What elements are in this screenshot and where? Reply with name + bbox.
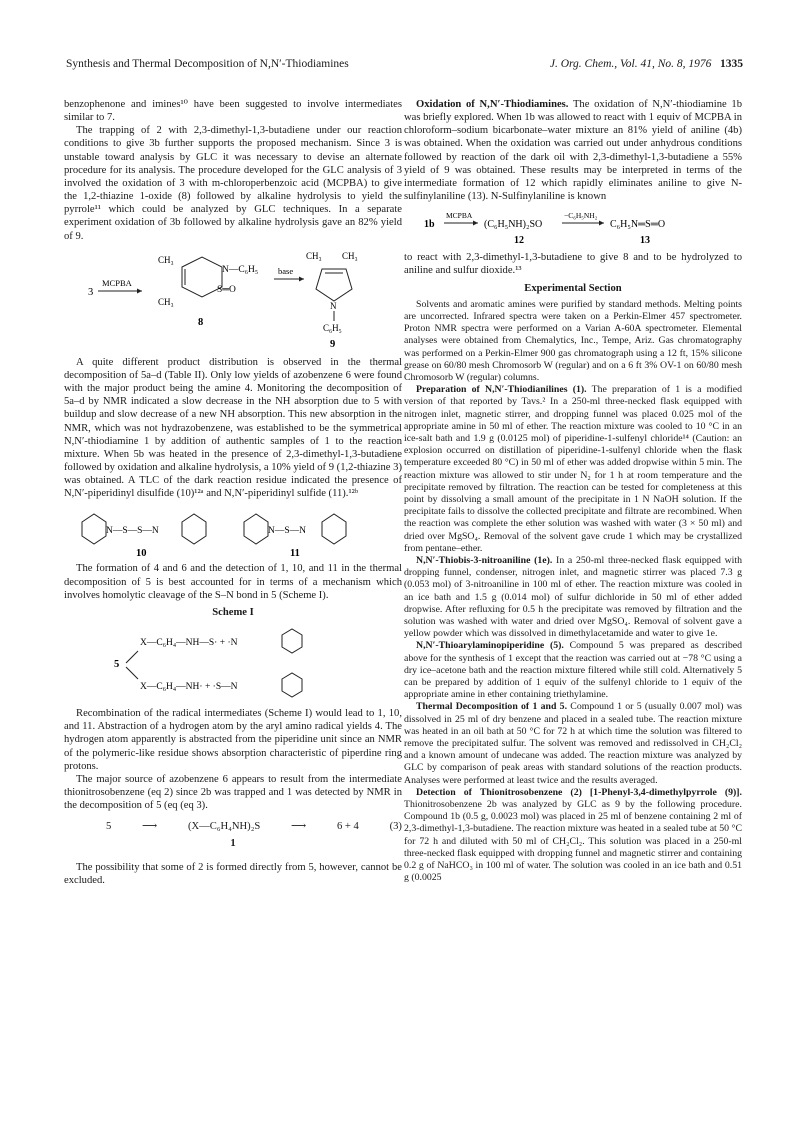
eq3-products: 6 + 4 (336, 821, 359, 833)
equation-3 (64, 820, 402, 833)
equation-number: (3) (389, 821, 402, 833)
left-column (64, 98, 402, 887)
n-phenyl-label: N—C₆H₅ (222, 264, 259, 275)
compound-number: 1 (230, 838, 236, 850)
methyl-label: CH₃ (158, 296, 174, 307)
phenyl-label: C₆H₅ (323, 322, 342, 333)
scheme-bottom-products: X—C₆H₄—NH· + ·S—N (140, 682, 238, 693)
paragraph: Thermal Decomposition of 1 and 5. Compound 1 or 5 (usually 0.007 mol) was dissolved in 25 ml of dry benzene and placed in a sealed tube. The reaction mixture was heated in an oil bath at 50 °C for 72 h at which time the solution was filtered to remove the precipitated sulfur. The solvent was removed and redissolved in CH₂Cl₂ and a known amount of undecane was added. The reaction mixture was analyzed by GLC by comparison of peak areas with standard solutions of the reaction products. Analyses were performed at least twice and the results averaged. (404, 701, 742, 786)
paragraph-heading: Detection of Thionitrosobenzene (2) [1-Phenyl-3,4-dimethylpyrrole (9)]. (416, 786, 742, 798)
methyl-label: CH₃ (342, 250, 358, 261)
paragraph: to react with 2,3-dimethyl-1,3-butadiene to give 8 and to be hydrolyzed to aniline and sulfur dioxide.¹³ (404, 252, 742, 277)
sulfoxide-label: S═O (217, 284, 236, 295)
paragraph-heading: Preparation of N,N′-Thiodianilines (1). (416, 384, 587, 396)
compound-number: 12 (514, 235, 524, 247)
paragraph: The trapping of 2 with 2,3-dimethyl-1,3-butadiene under our reaction conditions to give 3b further supports the proposed mechanism. Since 3 is unstable toward analysis by GLC it was necessary to devise an alternate procedure for its analysis. The procedure developed for the GLC analysis of 3 involved the oxidation of 3 with m-chloroperbenzoic acid (MCPBA) to give the 1,2-thiazine 1-oxide (8) followed by alkaline hydrolysis to yield the pyrrole¹¹ which could be analyzed by GLC techniques. In a separate experiment oxidation of 3b followed by alkaline hydrolysis gave an 82% yield of 9. (64, 125, 402, 242)
scheme-1 (64, 623, 402, 703)
paragraph: The formation of 4 and 6 and the detection of 1, 10, and 11 in the thermal decomposition of 5 is best accounted for in terms of a mechanism which involves homolytic cleavage of the S–N bond in 5 (Scheme I). (64, 563, 402, 601)
intermediate-12: (C₆H₅NH)₂SO (484, 219, 543, 231)
paragraph: The major source of azobenzene 6 appears to result from the intermediate thionitrosobenzene (eq 2) since 2b was trapped and 1 was detected by NMR in the decomposition of 5 (eq (eq 3). (64, 773, 402, 812)
scheme-1-figure (64, 623, 402, 703)
oxidation-scheme-figure (64, 247, 402, 352)
compound-number: 13 (640, 235, 650, 247)
product-13: C₆H₅N═S═O (610, 219, 666, 231)
oxidation-scheme (64, 247, 402, 352)
compound-number: 11 (290, 548, 300, 559)
sulfinylaniline-equation (404, 207, 742, 247)
paragraph: A quite different product distribution is observed in the thermal decomposition of 5a–d (Table II). Only low yields of azobenzene 6 were found with the major product being the amine 4. Monitoring the decomposition of 5a–d by NMR indicated a slow decrease in the NH absorption due to 5 with buildup and slow decrease of a new NH absorption. This new absorption in the NMR, which was not hydrazobenzene, was established to be the symmetrical N,N′-thiodiamine 1 by addition of authentic samples of 1 to the reaction mixture. When 5b was heated in the presence of 2,3-dimethyl-1,3-butadiene followed by oxidation and alkaline hydrolysis, a 10% yield of 9 (1,2-thiazine 3) was obtained. A TLC of the dark reaction residue indicated the presence of N,N′-piperidinyl disulfide (10)¹²ᵃ and N,N′-piperidinyl sulfide (11).¹²ᵇ (64, 356, 402, 500)
reagent-label: base (278, 265, 294, 276)
paragraph: The possibility that some of 2 is formed directly from 5, however, cannot be excluded. (64, 861, 402, 886)
structure-11-chain: N—S—N (268, 526, 307, 537)
right-column (404, 98, 742, 884)
scheme-title: Scheme I (212, 606, 254, 618)
pyrrole-n: N (330, 300, 337, 311)
paragraph: Solvents and aromatic amines were purified by standard methods. Melting points are uncorrected. Infrared spectra were taken on a Perkin-Elmer 457 spectrometer. Proton NMR spectra were performed on a Varian A-60A spectrometer. Elemental analyses were obtained from Chemalytics, Inc., Tempe, Ariz. Gas chromatography was performed on a Perkin-Elmer 900 gas chromatograph using a 12 ft, 15% silicone grease on 60/80 mesh Chromosorb W (regular) and on a 6 ft 3% OV-1 on 60/80 mesh Chromosorb W (regular) columns. (404, 298, 742, 383)
paragraph: Recombination of the radical intermediates (Scheme I) would lead to 1, 10, and 11. Abstraction of a hydrogen atom by the aryl amino radical yields 4. The hydrogen atom apparently is abstracted from the piperidine unit since an NMR of the polymeric-like residue shows absorption characteristic of piperdine ring protons. (64, 708, 402, 772)
structure-10-chain: N—S—S—N (106, 526, 159, 537)
methyl-label: CH₃ (306, 250, 322, 261)
reagent-label: MCPBA (446, 211, 473, 221)
equation-12-13 (404, 207, 742, 247)
compound-number: 3 (88, 286, 94, 298)
section-heading: Experimental Section (524, 282, 622, 294)
paragraph: Preparation of N,N′-Thiodianilines (1). The preparation of 1 is a modified version of that reported by Tavs.² In a 250-ml three-necked flask equipped with nitrogen inlet, magnetic stirrer, and dropping funnel was placed 0.025 mol of the appropriate amine in 50 ml of ether. The reaction mixture was cooled to 10 °C in an ice-salt bath and 1.9 g (0.0125 mol) of piperidine-1-sulfenyl chloride¹⁴ (Caution: an explosion occurred on distillation of piperidine-1-sulfenyl chloride when the flask temperature exceeded 80 °C) in 50 ml of ether was added dropwise within 5 min. The reaction mixture was allowed to stir under N₂ for 1 h at room temperature and the precipitate removed by filtration. The reaction can be tested for completeness at this point by dissolving a small amount of the precipitate in 1 N NaOH solution. If the precipitate fails to dissolve the collected precipitate and filtrate are recombined. When the reaction was complete the ether solution was washed with water (3 × 50 ml) and dried over MgSO₄. Removal of the solvent gave crude 1 which may be crystallized from pentane–ether. (404, 384, 742, 554)
structures-10-11 (64, 504, 402, 558)
page-number: 1335 (720, 58, 743, 70)
reagent-label: MCPBA (102, 277, 132, 288)
scheme-top-products: X—C₆H₄—NH—S· + ·N (140, 638, 238, 649)
paragraph: Oxidation of N,N′-Thiodiamines. The oxidation of N,N′-thiodiamine 1b was briefly explored. When 1b was allowed to react with 1 equiv of MCPBA in chloroform–sodium bicarbonate–water mixture an 81% yield of aniline (4b) was obtained. When the oxidation was carried out under anhydrous conditions followed by reaction of the dark oil with 2,3-dimethyl-1,3-butadiene a 55% yield of 9 was obtained. These results may be interpreted in terms of the intermediate formation of 12 which rapidly eliminates aniline to give N-sulfinylaniline (13). N-Sulfinylaniline is known (404, 99, 742, 203)
paragraph-heading: N,N′-Thiobis-3-nitroaniline (1e). (416, 554, 553, 566)
methyl-label: CH₃ (158, 254, 174, 265)
paragraph: N,N′-Thiobis-3-nitroaniline (1e). In a 250-ml three-necked flask equipped with dropping funnel, condenser, nitrogen inlet, and magnetic stirrer was placed 7.3 g (0.053 mol) of 3-nitroaniline in 100 ml of ether. The reaction mixture was cooled in an ice bath and 1.5 g (0.014 mol) of sulfur dichloride in 50 ml of ether added dropwise. After refluxing for 0.5 h the precipitate was removed by filtration and the solution was washed with water and dried over MgSO₄. Removal of solvent gave a yellow powder which was dissolved in dimethylacetamide and water to give 1e. (404, 554, 742, 640)
paragraph: N,N′-Thioarylaminopiperidine (5). Compound 5 was prepared as described above for the synthesis of 1 except that the reaction was carried out at −78 °C using a dry ice–acetone bath and the reaction mixture filtered while still cold. Alternatively 5 can be prepared by addition of 1 equiv of the sulfenyl chloride to 1 equiv of the appropriate amine in ether containing triethylamine. (404, 640, 742, 701)
compound-number: 5 (114, 659, 120, 671)
eq3-intermediate: (X—C₆H₄NH)₂S (187, 821, 261, 833)
journal-citation (550, 58, 743, 70)
paragraph-heading: Oxidation of N,N′-Thiodiamines. (416, 99, 569, 110)
paragraph: Detection of Thionitrosobenzene (2) [1-Phenyl-3,4-dimethylpyrrole (9)]. Thionitrosobenzene 2b was analyzed by GLC as 9 by the following procedure. Compound 1b (0.5 g, 0.0023 mol) was placed in 25 ml of benzene containing 2 ml of 2,3-dimethyl-1,3-butadiene. The reaction mixture was heated in a sealed tube at 50 °C for 72 h and diluted with 50 ml of CH₂Cl₂. This solution was placed in a 250-ml three-necked flask equipped with dropping funnel and magnetic stirrer and containing 0.2 g of NaHCO₃ in 100 ml of water. The solution was cooled in an ice bath and 0.51 g (0.0025 (404, 786, 742, 884)
elimination-label: −C₆H₅NH₂ (564, 211, 598, 221)
running-title: Synthesis and Thermal Decomposition of N,N′-Thiodiamines (66, 58, 349, 70)
paragraph-heading: Thermal Decomposition of 1 and 5. (416, 701, 568, 713)
paragraph-heading: N,N′-Thioarylaminopiperidine (5). (416, 640, 564, 652)
journal-name: J. Org. Chem., Vol. 41, No. 8, 1976 (549, 58, 712, 70)
eq3-arrow: ⟶ (142, 821, 158, 833)
compound-label: 1b (424, 219, 435, 231)
eq3-reactant: 5 (106, 821, 112, 833)
disulfide-sulfide-figure (64, 504, 402, 558)
compound-number: 9 (330, 338, 336, 350)
compound-number: 10 (136, 548, 147, 559)
eq3-arrow: ⟶ (291, 821, 307, 833)
compound-number: 8 (198, 316, 204, 328)
paragraph: benzophenone and imines¹⁰ have been suggested to involve intermediates similar to 7. (64, 99, 402, 124)
